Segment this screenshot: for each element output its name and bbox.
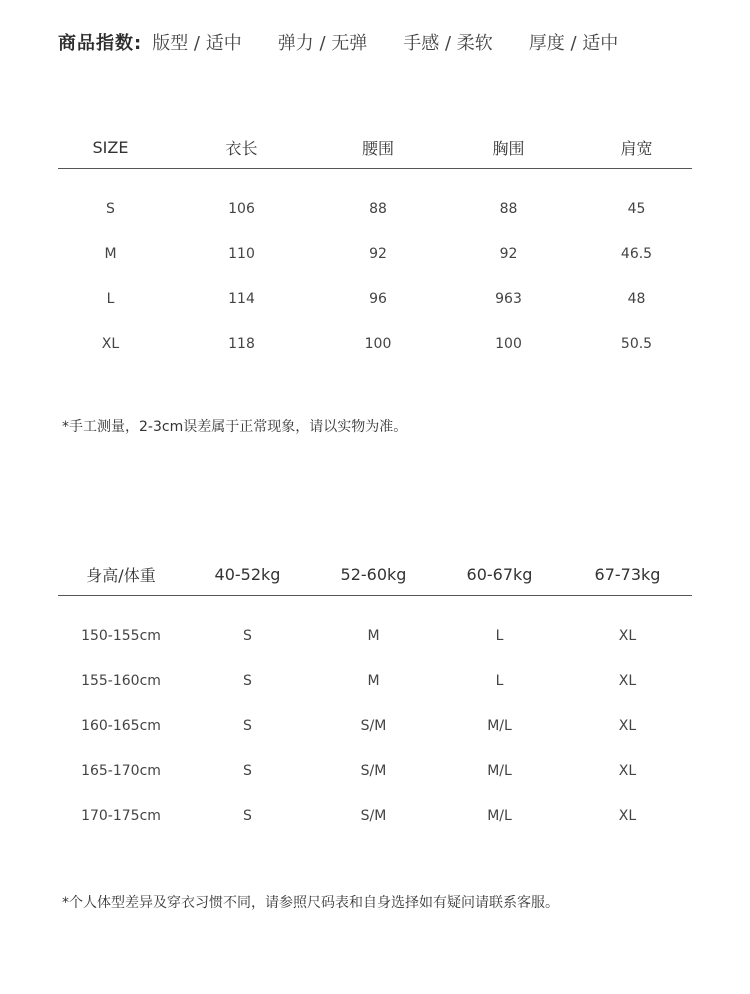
- table-cell: XL: [618, 762, 637, 779]
- table-cell: S/M: [360, 762, 387, 779]
- size-table: [58, 126, 692, 366]
- table-cell: 110: [228, 245, 255, 262]
- table-cell: 96: [369, 290, 387, 307]
- header-cell: 身高/体重: [86, 565, 156, 585]
- table-cell: XL: [618, 807, 637, 824]
- header-cell: 67-73kg: [594, 564, 661, 584]
- table-cell: S/M: [360, 717, 387, 734]
- table-cell: M: [104, 245, 117, 262]
- fit-table: [58, 553, 692, 838]
- index-feel: 手感 / 柔软: [403, 33, 493, 54]
- table-cell: 100: [495, 335, 522, 352]
- table-cell: 100: [364, 335, 392, 352]
- table-cell: S: [243, 807, 252, 824]
- table-cell: 92: [499, 245, 518, 262]
- table-cell: L: [106, 290, 115, 307]
- table-cell: M: [367, 627, 380, 644]
- table-cell: 48: [627, 290, 646, 307]
- index-elasticity: 弹力 / 无弹: [277, 33, 368, 54]
- header-cell: 40-52kg: [214, 564, 281, 584]
- table-cell: L: [495, 627, 504, 644]
- table-cell: 88: [369, 200, 387, 217]
- table-cell: 92: [369, 245, 387, 262]
- table-cell: 118: [228, 335, 255, 352]
- header-cell: 52-60kg: [340, 564, 407, 584]
- header-cell: SIZE: [92, 137, 129, 157]
- table-cell: XL: [101, 335, 120, 352]
- header-cell: 60-67kg: [466, 564, 533, 584]
- fit-note: *个人体型差异及穿衣习惯不同，请参照尺码表和自身选择如有疑问请联系客服。: [62, 895, 559, 911]
- product-index-label: 商品指数:: [58, 33, 143, 54]
- table-cell: M/L: [487, 762, 512, 779]
- table-row: [58, 703, 692, 748]
- table-cell: S: [243, 762, 252, 779]
- table-row: [58, 276, 692, 321]
- table-row: [58, 231, 692, 276]
- table-row: [58, 793, 692, 838]
- table-cell: S: [243, 717, 252, 734]
- table-row: [58, 748, 692, 793]
- table-cell: M/L: [487, 807, 512, 824]
- table-cell: L: [495, 672, 504, 689]
- table-cell: 46.5: [620, 245, 653, 262]
- table-cell: 88: [499, 200, 518, 217]
- table-cell: 165-170cm: [81, 762, 161, 779]
- index-fit: 版型 / 适中: [152, 33, 242, 54]
- header-cell: 胸围: [492, 138, 525, 158]
- table-cell: XL: [618, 717, 637, 734]
- size-table-header: [58, 126, 692, 168]
- table-cell: 114: [228, 290, 255, 307]
- fit-table-header: [58, 553, 692, 595]
- table-cell: M/L: [487, 717, 512, 734]
- header-cell: 衣长: [225, 138, 258, 158]
- table-row: [58, 186, 692, 231]
- product-index: [58, 28, 654, 56]
- table-cell: 155-160cm: [81, 672, 161, 689]
- table-cell: 106: [228, 200, 255, 217]
- table-cell: 963: [495, 290, 522, 307]
- table-row: [58, 613, 692, 658]
- table-cell: S: [243, 627, 252, 644]
- table-cell: XL: [618, 672, 637, 689]
- header-cell: 腰围: [361, 138, 394, 158]
- size-note: *手工测量，2-3cm误差属于正常现象，请以实物为准。: [62, 419, 408, 435]
- table-cell: 45: [627, 200, 646, 217]
- table-cell: S/M: [360, 807, 387, 824]
- table-cell: 160-165cm: [81, 717, 161, 734]
- table-cell: 50.5: [620, 335, 653, 352]
- table-cell: S: [106, 200, 115, 217]
- header-cell: 肩宽: [620, 138, 653, 158]
- table-row: [58, 321, 692, 366]
- table-cell: M: [367, 672, 380, 689]
- table-row: [58, 658, 692, 703]
- table-cell: XL: [618, 627, 637, 644]
- index-thickness: 厚度 / 适中: [528, 33, 619, 54]
- table-cell: 170-175cm: [81, 807, 161, 824]
- table-cell: 150-155cm: [81, 627, 161, 644]
- table-cell: S: [243, 672, 252, 689]
